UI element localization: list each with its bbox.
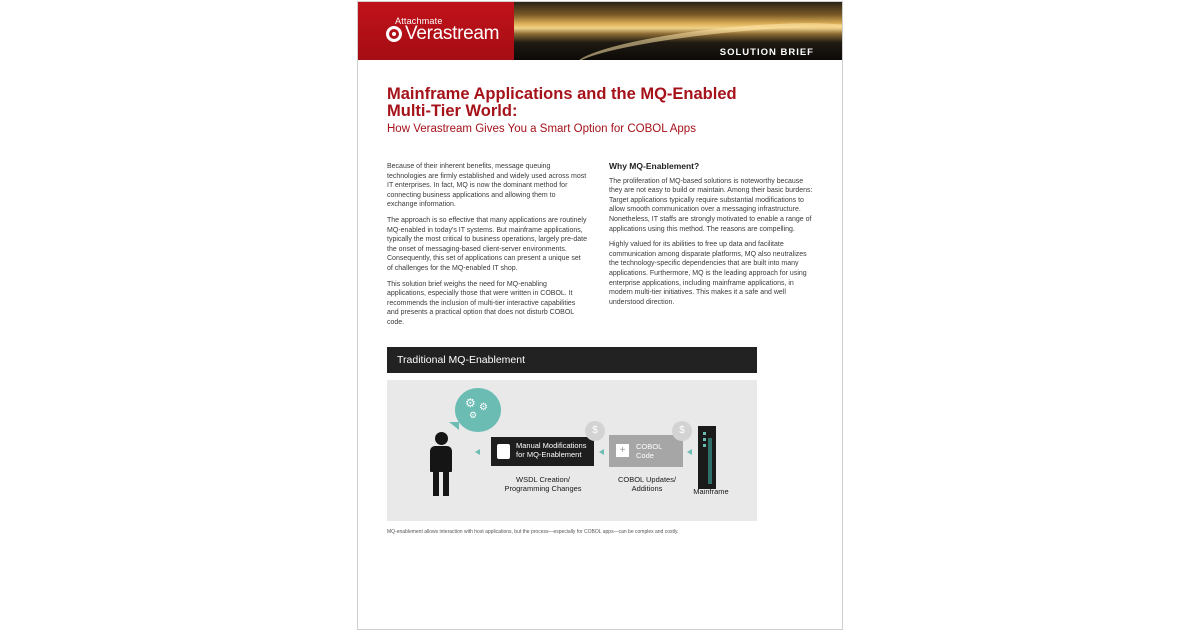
- document-icon: [497, 444, 510, 459]
- cobol-updates-label: COBOL Updates/ Additions: [617, 475, 677, 493]
- document-page: [357, 1, 843, 630]
- section-heading: Why MQ-Enablement?: [609, 161, 700, 171]
- arrow-left-icon: [599, 449, 604, 455]
- figure-heading: Traditional MQ-Enablement: [387, 347, 757, 373]
- gears-bubble-icon: ⚙ ⚙ ⚙: [455, 388, 501, 432]
- right-column: [609, 162, 814, 313]
- header-banner: [358, 2, 842, 60]
- dollar-coin-icon: $: [585, 421, 605, 441]
- person-icon: [425, 432, 457, 496]
- arrow-left-icon: [687, 449, 692, 455]
- mainframe-label: Mainframe: [693, 487, 729, 496]
- body-paragraph: Highly valued for its abilities to free up data and facilitate communication among disparate platforms, MQ also neutralizes the technology-specific dependencies that are built into many applications. Furthermore, MQ is the leading approach for using enterprise applications, including mainframe applications, in modern multi-tier initiatives. This makes it a safe and well understood direction.: [609, 241, 807, 306]
- body-paragraph: Because of their inherent benefits, message queuing technologies are firmly established and widely used across most IT enterprises. In fact, MQ is now the dominant method for connecting business applications and allowing them to exchange information.: [387, 163, 587, 209]
- page-title: [387, 86, 807, 120]
- brand-block: [358, 2, 514, 60]
- verastream-logo-icon: [386, 26, 402, 42]
- title-line-2: Multi-Tier World:: [387, 102, 518, 120]
- banner-photo: [514, 2, 842, 60]
- product-name: Verastream: [405, 23, 500, 44]
- left-column: [387, 162, 587, 334]
- cobol-code-box: [609, 435, 683, 467]
- page-subtitle: How Verastream Gives You a Smart Option for COBOL Apps: [387, 123, 696, 135]
- mainframe-icon: [698, 426, 716, 489]
- body-paragraph: The approach is so effective that many applications are routinely MQ-enabled in today's IT systems. But mainframe applications, typically the most critical to business operations, largely pre-date the onset of messaging-based client-server environments. Consequently, this set of applications can present a unique set of challenges for the MQ-enabled IT shop.: [387, 216, 587, 272]
- figure-caption: MQ-enablement allows interaction with host applications, but the process—especially for COBOL apps—can be complex and costly.: [387, 529, 679, 535]
- cobol-box-label: COBOL Code: [636, 442, 662, 460]
- doc-type-label: SOLUTION BRIEF: [719, 47, 814, 58]
- manual-modifications-box: [491, 437, 594, 466]
- dollar-coin-icon: $: [672, 421, 692, 441]
- manual-box-label: Manual Modifications for MQ-Enablement: [516, 441, 587, 459]
- title-line-1: Mainframe Applications and the MQ-Enabled: [387, 85, 737, 103]
- figure-diagram: [387, 380, 757, 521]
- company-name: Attachmate: [395, 16, 443, 26]
- wsdl-label: WSDL Creation/ Programming Changes: [504, 475, 582, 493]
- body-paragraph: The proliferation of MQ-based solutions is noteworthy because they are not easy to build or maintain. Among their basic burdens: Target applications typically require substantial modifications to allow smooth communication over a messaging infrastructure. Nonetheless, IT staffs are strongly motivated to enable a range of applications using this method. The reasons are compelling.: [609, 177, 813, 233]
- body-paragraph: This solution brief weighs the need for MQ-enabling applications, especially those that were written in COBOL. It recommends the inclusion of multi-tier interactive capabilities and presents a practical option that does not disturb COBOL code.: [387, 280, 576, 326]
- arrow-left-icon: [475, 449, 480, 455]
- plus-icon: +: [616, 444, 629, 457]
